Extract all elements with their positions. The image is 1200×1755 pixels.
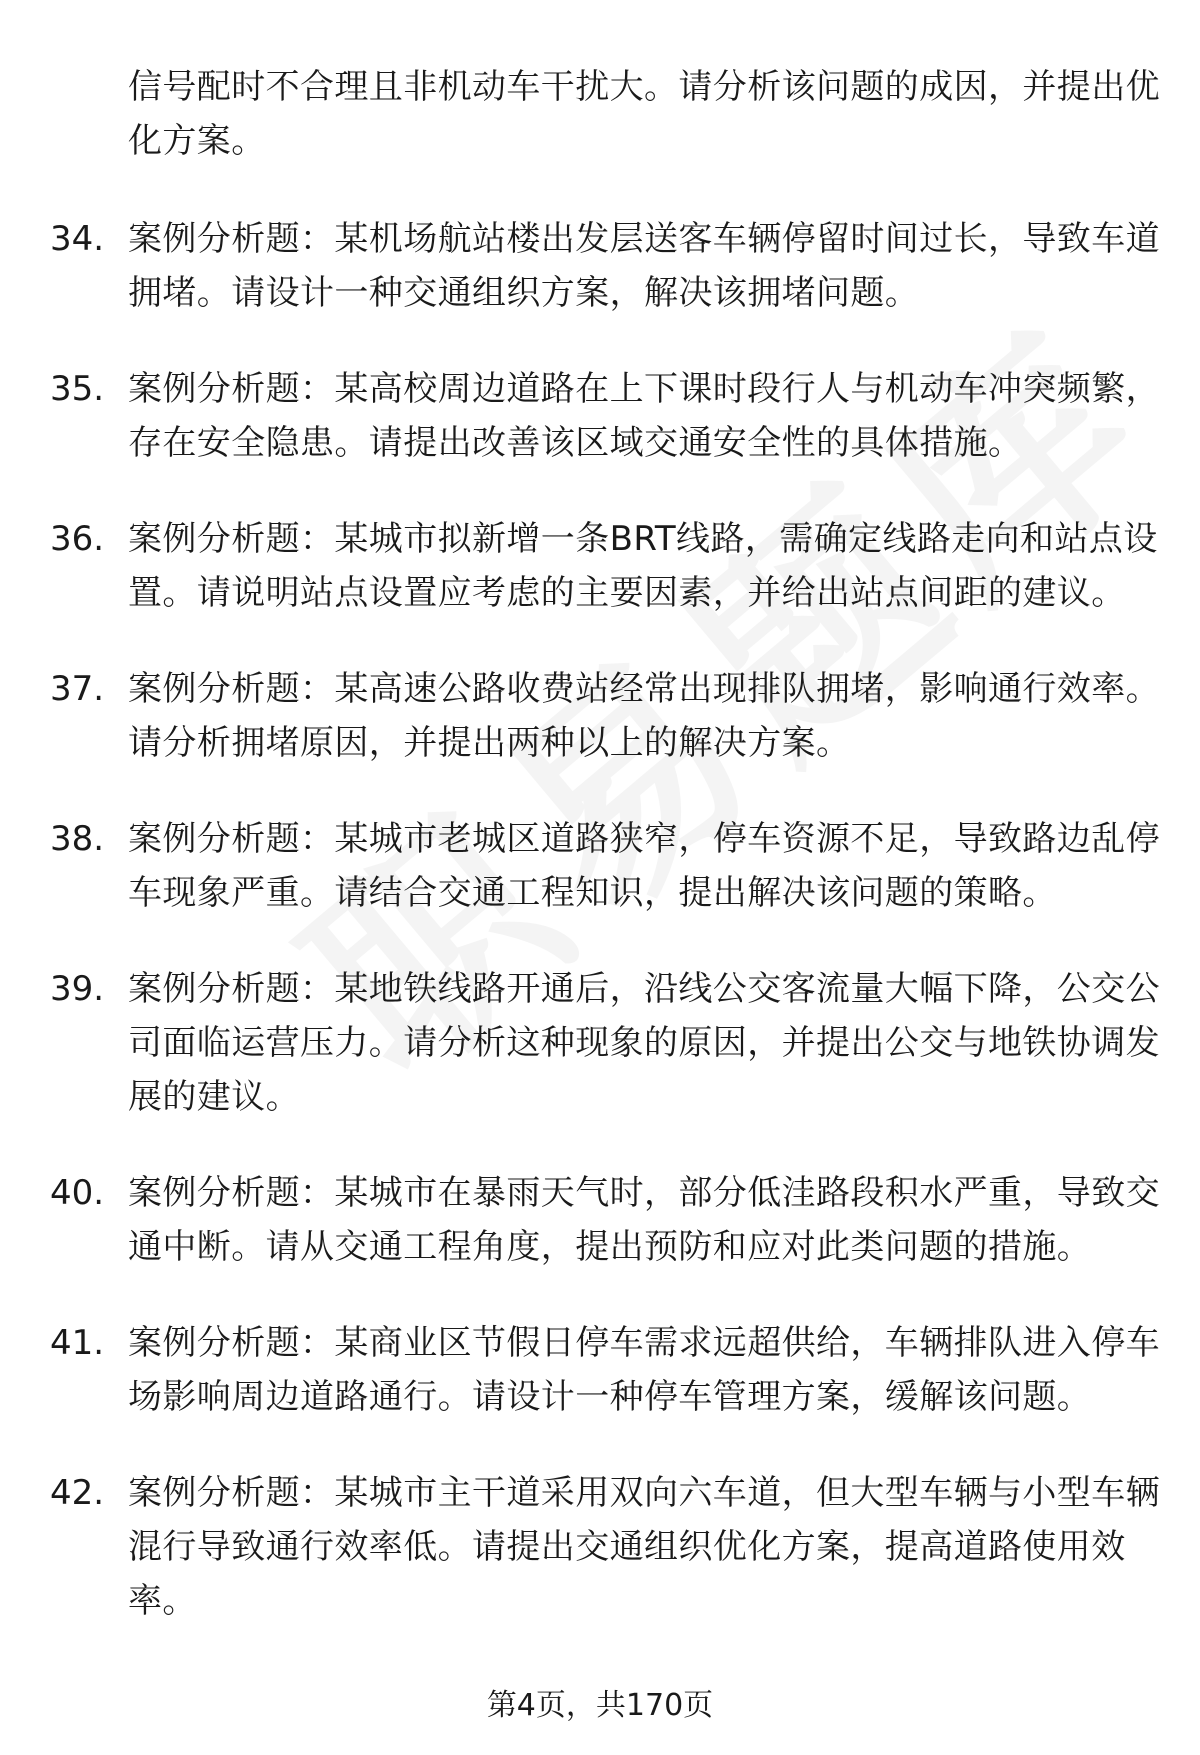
question-number: 35. xyxy=(50,369,105,409)
question-text: 信号配时不合理且非机动车干扰大。请分析该问题的成因，并提出优化方案。 xyxy=(128,67,1160,161)
question-number: 38. xyxy=(50,819,105,859)
question-item xyxy=(50,212,1160,320)
question-text: 案例分析题：某城市主干道采用双向六车道，但大型车辆与小型车辆混行导致通行效率低。请提出交通组织优化方案，提高道路使用效率。 xyxy=(128,1473,1160,1621)
question-item xyxy=(50,1166,1160,1274)
question-text: 案例分析题：某地铁线路开通后，沿线公交客流量大幅下降，公交公司面临运营压力。请分析这种现象的原因，并提出公交与地铁协调发展的建议。 xyxy=(128,969,1160,1117)
question-text: 案例分析题：某机场航站楼出发层送客车辆停留时间过长，导致车道拥堵。请设计一种交通组织方案，解决该拥堵问题。 xyxy=(128,219,1160,313)
question-number: 36. xyxy=(50,519,105,559)
question-item xyxy=(50,1316,1160,1424)
question-item xyxy=(50,512,1160,620)
question-list xyxy=(50,60,1160,1670)
question-number: 40. xyxy=(50,1173,105,1213)
question-number: 42. xyxy=(50,1473,105,1513)
question-item xyxy=(50,1466,1160,1628)
question-text: 案例分析题：某城市在暴雨天气时，部分低洼路段积水严重，导致交通中断。请从交通工程角度，提出预防和应对此类问题的措施。 xyxy=(128,1173,1160,1267)
question-text: 案例分析题：某高校周边道路在上下课时段行人与机动车冲突频繁，存在安全隐患。请提出改善该区域交通安全性的具体措施。 xyxy=(128,369,1160,463)
question-item xyxy=(50,962,1160,1124)
question-item xyxy=(50,362,1160,470)
question-text: 案例分析题：某城市老城区道路狭窄，停车资源不足，导致路边乱停车现象严重。请结合交通工程知识，提出解决该问题的策略。 xyxy=(128,819,1160,913)
question-number: 37. xyxy=(50,669,105,709)
question-text: 案例分析题：某城市拟新增一条BRT线路，需确定线路走向和站点设置。请说明站点设置应考虑的主要因素，并给出站点间距的建议。 xyxy=(128,519,1158,613)
question-item xyxy=(50,812,1160,920)
question-number: 34. xyxy=(50,219,105,259)
question-number: 39. xyxy=(50,969,105,1009)
question-continuation xyxy=(50,60,1160,168)
question-text: 案例分析题：某高速公路收费站经常出现排队拥堵，影响通行效率。请分析拥堵原因，并提出两种以上的解决方案。 xyxy=(128,669,1160,763)
page-footer: 第4页，共170页 xyxy=(486,1688,714,1723)
question-number: 41. xyxy=(50,1323,105,1363)
question-item xyxy=(50,662,1160,770)
question-text: 案例分析题：某商业区节假日停车需求远超供给，车辆排队进入停车场影响周边道路通行。请设计一种停车管理方案，缓解该问题。 xyxy=(128,1323,1160,1417)
